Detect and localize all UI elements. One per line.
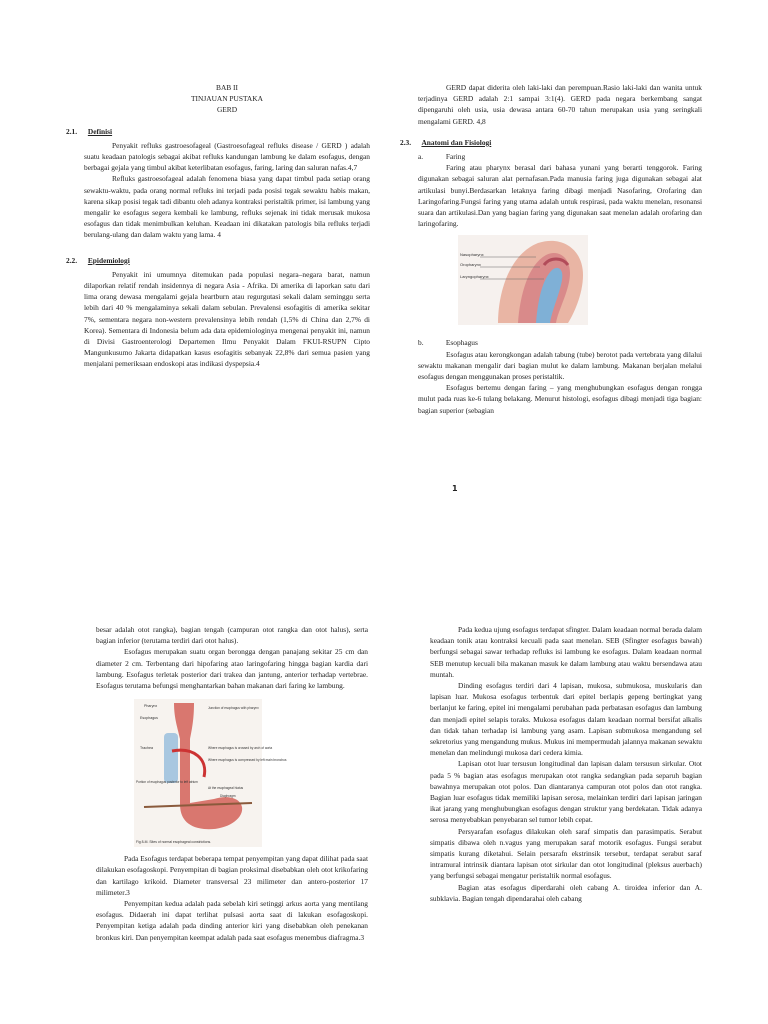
page2-left-column bbox=[96, 624, 368, 943]
section-heading-definisi: 2.1. Definisi bbox=[66, 126, 113, 136]
paragraph: Penyakit ini umumnya ditemukan pada populasi negara–negara barat, namun dilaporkan relatif rendah insidennya di negara Asia - Afrika. Di amerika di laporkan satu dari lima orang dewasa mengalami gejala heartburn atau regurgutasi sekali dalam seminggu serta lebih dari 40 % mengalaminya sekali dalam sebulan. Prevalensi esofagitis di amerika sekitar 7%, sementara negara non-western prevalensinya lebih rendah (1,5% di China dan 2,7% di Korea). Sementara di Indonesia belum ada data epidemiologinya mengenai penyakit ini, namun di Divisi Gastroenterologi Departemen Ilmu Penyakit Dalam FKUI-RSUPN Cipto Mangunkusumo Jakarta didapatkan kasus esofagitis sebanyak 22,8% dari semua pasien yang menjalani pemeriksaan endoskopi atas indikasi dyspepsia.4 bbox=[84, 269, 370, 369]
pharynx-anatomy-figure bbox=[458, 235, 588, 325]
page1-left-column bbox=[66, 82, 370, 370]
paragraph: Esofagus bertemu dengan faring – yang menghubungkan esofagus dengan rongga mulut pada ruas ke-6 tulang belakang. Menurut histologi, esofagus dibagi menjadi tiga bagian: bagian superior (sebagian bbox=[418, 383, 702, 415]
paragraph: GERD dapat diderita oleh laki-laki dan perempuan.Rasio laki-laki dan wanita untuk terjadinya GERD adalah 2:1 sampai 3:1(4). GERD pada negara berkembang sangat dipengaruhi oleh usia, usia dewasa antara 60-70 tahun merupakan usia yang seringkali mengalami GERD. 4,8 bbox=[418, 83, 702, 126]
paragraph: Esofagus merupakan suatu organ berongga dengan panajang sekitar 25 cm dan diameter 2 cm. Terbentang dari hipofaring atao laringofaring hingga bagian kardia dari lambung. Esofagus terletak posterior dari trakea dan jantung, anterior terhadap vertebrae. Esofagus terutama befungsi menghantarkan bahan makanan dari faring ke lambung. bbox=[96, 647, 368, 691]
paragraph: besar adalah otot rangka), bagian tengah (campuran otot rangka dan otot halus), serta bagian inferior (terutama terdiri dari otot halus). bbox=[96, 625, 368, 646]
paragraph: Penyempitan kedua adalah pada sebelah kiri setinggi arkus aorta yang mentilang esofagus. Didaerah ini dapat terlihat pulsasi aorta saat di lakukan esofagoskopi. Penyempitan ketiga adalah pada dinding anterior kiri yang disebabkan oleh penekanan bronkus kiri. Dan penyempitan keempat adalah pada saat esofagus menembus diafragma.3 bbox=[96, 899, 368, 942]
paragraph: Bagian atas esofagus diperdarahi oleh cabang A. tiroidea inferior dan A. subklavia. Bagian tengah dipendarahai oleh cabang bbox=[430, 882, 702, 903]
paragraph: Penyakit refluks gastroesofageal (Gastroesofageal refluks disease / GERD ) adalah suatu keadaan patologis sebagai akibat refluks kandungan lambung ke dalam esofagus, dengan berbagai gejala yang timbul akibat keterlibatan esofagus, faring, laring dan saluran nafas.4,7 bbox=[84, 140, 370, 173]
paragraph: Dinding esofagus terdiri dari 4 lapisan, mukosa, submukosa, muskularis dan lapisan luar. Mukosa esofagus terbentuk dari epitel berlapis gepeng bertingkat yang berlanjut ke faring, epitel ini mengalami perubahan pada perbatasan esofagus dan lambung dan menjadi epitel selapis toraks. Mukosa esofagus dalam keadaan normal bersifat alkalis dan tidak tahan terhadap isi lambung yang asam. Lapisan submukosa mengandung sel sekretorius yang mengandung mukus. Mukus ini mempermudah jalannya makanan sewaktu menelan dan melindungi mukosa dari cedera kimia. bbox=[430, 681, 702, 758]
figure-label: Where esophagus is crossed by arch of aorta bbox=[208, 746, 273, 751]
paragraph: Lapisan otot luar tersusun longitudinal dan lapisan dalam tersusun sirkular. Otot pada 5 % bagian atas esofagus merupakan otot rangka sedangkan pada separuh bagian bawahnya merupakan otot polos. Dan diantaranya campuran otot polos dan otot rangka. Bagian luar esofagus tidak memiliki lapisan serosa, melainkan terdiri dari lapisan jaringan ikat jarang yang menghubungkan esofagus dengan struktur yang berdekatan. Tidak adanya serosa menyebabkan penyebaran sel tumor lebih cepat. bbox=[430, 759, 702, 825]
chapter-subtitle: GERD bbox=[216, 105, 238, 115]
figure-label: Nasopharynx bbox=[460, 252, 484, 258]
figure-label: Esophagus bbox=[140, 716, 158, 721]
figure-label: Pharynx bbox=[144, 704, 158, 709]
figure-label: Junction of esophagus with pharynx bbox=[208, 706, 259, 711]
paragraph: Pada Esofagus terdapat beberapa tempat penyempitan yang dapat dilihat pada saat dilakukan esofagoskopi. Penyempitan di bagian proksimal disebabkan oleh otot krikofaring dan kartilago krikoid. Diameter transversal 23 milimeter dan antero-posterior 17 milimeter.3 bbox=[96, 854, 368, 897]
figure-label: Laryngopharynx bbox=[460, 274, 489, 280]
chapter-label: BAB II bbox=[216, 83, 238, 92]
figure-label: At the esophageal hiatus bbox=[208, 786, 244, 791]
figure-label: Where esophagus is compressed by left main bronchus bbox=[208, 758, 287, 763]
page2-right-column bbox=[430, 624, 702, 904]
figure-label: Diaphragm bbox=[220, 794, 236, 799]
subsection-faring: a. Faring bbox=[418, 152, 466, 162]
figure-label: Portion of esophagus posterior to left atrium bbox=[136, 780, 198, 785]
figure-label: Trachea bbox=[140, 746, 154, 751]
subsection-esophagus: b. Esophagus bbox=[418, 338, 478, 348]
paragraph: Esofagus atau kerongkongan adalah tabung (tube) berotot pada vertebrata yang dilalui sewaktu makanan mengalir dari bagian mulut ke dalam lambung. Makanan berjalan melalui esofagus dengan menggunakan proses peristaltik. bbox=[418, 349, 702, 382]
section-heading-anatomi: 2.3. Anatomi dan Fisiologi bbox=[400, 137, 492, 147]
paragraph: Faring atau pharynx berasal dari bahasa yunani yang berarti tenggorok. Faring digunakan sebagai saluran alat pernafasan.Pada manusia faring juga digunakan sebagai alat artikulasi bunyi.Berdasarkan letaknya faring dibagi menjadi Nasofaring, Orofaring dan Laringofaring.Fungsi faring yang utama adalah untuk respirasi, pada waktu menelan, resonansi suara dan artikulasi.Dan yang bagian faring yang digunakan saat menelan adalah orofaring dan laringofaring. bbox=[418, 163, 702, 229]
figure-caption: Fig 8-M. Sites of normal esophageal constrictions. bbox=[136, 840, 212, 845]
paragraph: Pada kedua ujung esofagus terdapat sfingter. Dalam keadaan normal berada dalam keadaan tonik atau kontraksi kecuali pada saat menelan. SEB (Sfingter esofagus bawah) berfungsi sebagai sawar terhadap refluks isi lambung ke esofagus. Dalam keadaan normal SEB menutup kecuali bila makanan masuk ke dalam lambung atau waktu bersendawa atau muntah. bbox=[430, 625, 702, 679]
page1-right-column bbox=[400, 82, 702, 416]
paragraph: Refluks gastroesofageal adalah fenomena biasa yang dapat timbul pada setiap orang sewaktu-waktu, pada orang normal refluks ini terjadi pada posisi tegak sewaktu habis makan, karena sikap posisi tegak tadi dibantu oleh adanya kontraksi peristaltik primer, isi lambung yang mengalir ke esofagus segera kembali ke lambung, refluks sejenak ini tidak merusak mukosa esofagus dan tidak menimbulkan keluhan. Keadaan ini dikatakan patologis bila refluks terjadi berulang-ulang dan dalam waktu yang lama. 4 bbox=[84, 174, 370, 240]
page-number: 1 bbox=[452, 484, 458, 493]
chapter-title: TINJAUAN PUSTAKA bbox=[191, 94, 263, 104]
section-heading-epidemiologi: 2.2. Epidemiologi bbox=[66, 255, 130, 265]
esophagus-anatomy-figure bbox=[134, 699, 287, 847]
figure-label: Oropharynx bbox=[460, 262, 481, 268]
paragraph: Persyarafan esofagus dilakukan oleh saraf simpatis dan parasimpatis. Serabut simpatis dibawa oleh n.vagus yang merupakan saraf motorik esofagus. Fungsi serabut simpatis kurang diketahui. Selain persarafn ekstrinsik tersebut, terdapat serabut saraf intramural intrinsik diantara lapisan otot sirkular dan otot longitudinal (pleksus auerbach) yang berfungsi sebagai mengatur peristaltik normal esofagus. bbox=[430, 826, 702, 881]
